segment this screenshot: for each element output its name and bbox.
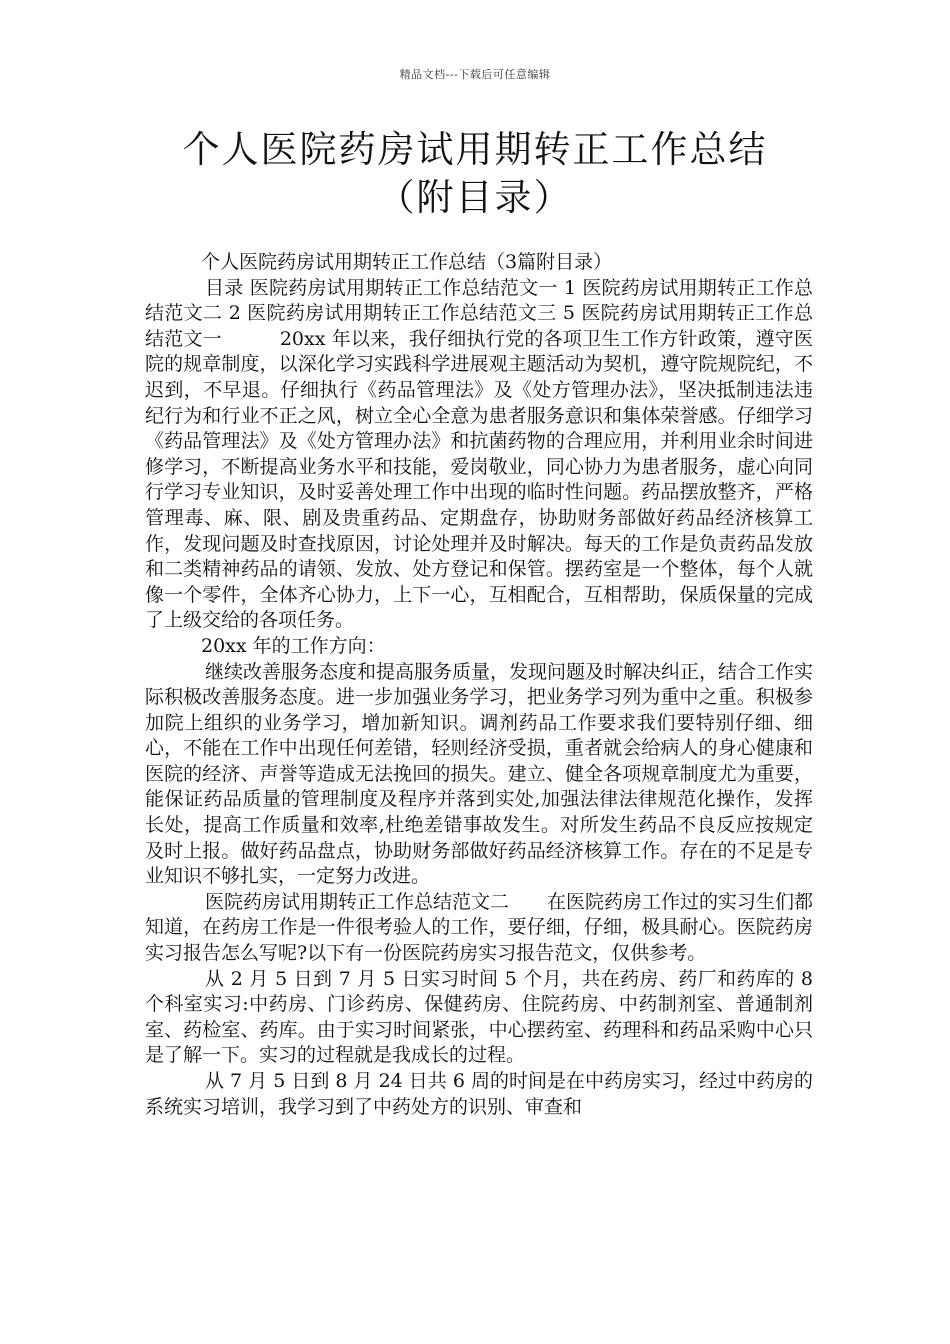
document-title: 个人医院药房试用期转正工作总结（附目录）: [182, 128, 768, 219]
header-note: 精品文档---下载后可任意编辑: [399, 68, 551, 81]
body-paragraph: 20xx 年的工作方向：: [201, 634, 386, 657]
body-paragraph: 从 2 月 5 日到 7 月 5 日实习时间 5 个月，共在药房、药厂和药库的 8 个科室实习:中药房、门诊药房、保健药房、住院药房、中药制剂室、普通制剂室、药检室、药库。由于实习时间紧张，中心摆药室、药理科和药品采购中心只是了解一下。实习的过程就是我成长的过程。: [145, 967, 813, 1067]
body-paragraph: 目录 医院药房试用期转正工作总结范文一 1 医院药房试用期转正工作总结范文二 2 医院药房试用期转正工作总结范文三 5 医院药房试用期转正工作总结范文一 20xx 年以来，我仔细执行党的各项卫生工作方针政策，遵守医院的规章制度，以深化学习实践科学进展观主题活动为契机，遵守院规院纪，不迟到，不早退。仔细执行《药品管理法》及《处方管理办法》，坚决抵制违法违纪行为和行业不正之风，树立全心全意为患者服务意识和集体荣誉感。仔细学习《药品管理法》及《处方管理办法》和抗菌药物的合理应用，并利用业余时间进修学习，不断提高业务水平和技能，爱岗敬业，同心协力为患者服务，虚心向同行学习专业知识，及时妥善处理工作中出现的临时性问题。药品摆放整齐，严格管理毒、麻、限、剧及贵重药品、定期盘存，协助财务部做好药品经济核算工作，发现问题及时查找原因，讨论处理并及时解决。每天的工作是负责药品发放和二类精神药品的请领、发放、处方登记和保管。摆药室是一个整体，每个人就像一个零件，全体齐心协力，上下一心，互相配合，互相帮助，保质保量的完成了上级交给的各项任务。: [145, 276, 813, 632]
subtitle-paragraph: 个人医院药房试用期转正工作总结（3篇附目录）: [201, 251, 613, 273]
document-body: [145, 250, 813, 1120]
body-paragraph: 从 7 月 5 日到 8 月 24 日共 6 周的时间是在中药房实习，经过中药房的系统实习培训，我学习到了中药处方的识别、审查和: [145, 1070, 813, 1118]
body-paragraph: 继续改善服务态度和提高服务质量，发现问题及时解决纠正，结合工作实际积极改善服务态度。进一步加强业务学习，把业务学习列为重中之重。积极参加院上组织的业务学习，增加新知识。调剂药品工作要求我们要特别仔细、细心，不能在工作中出现任何差错，轻则经济受损，重者就会给病人的身心健康和医院的经济、声誉等造成无法挽回的损失。建立、健全各项规章制度尤为重要，能保证药品质量的管理制度及程序并落到实处,加强法律法律规范化操作，发挥长处，提高工作质量和效率,杜绝差错事故发生。对所发生药品不良反应按规定及时上报。做好药品盘点，协助财务部做好药品经济核算工作。存在的不足是专业知识不够扎实，一定努力改进。: [145, 660, 814, 888]
body-paragraph: 医院药房试用期转正工作总结范文二 在医院药房工作过的实习生们都知道，在药房工作是一件很考验人的工作，要仔细，仔细，极具耐心。医院药房实习报告怎么写呢?以下有一份医院药房实习报告范文，仅供参考。: [145, 890, 814, 965]
